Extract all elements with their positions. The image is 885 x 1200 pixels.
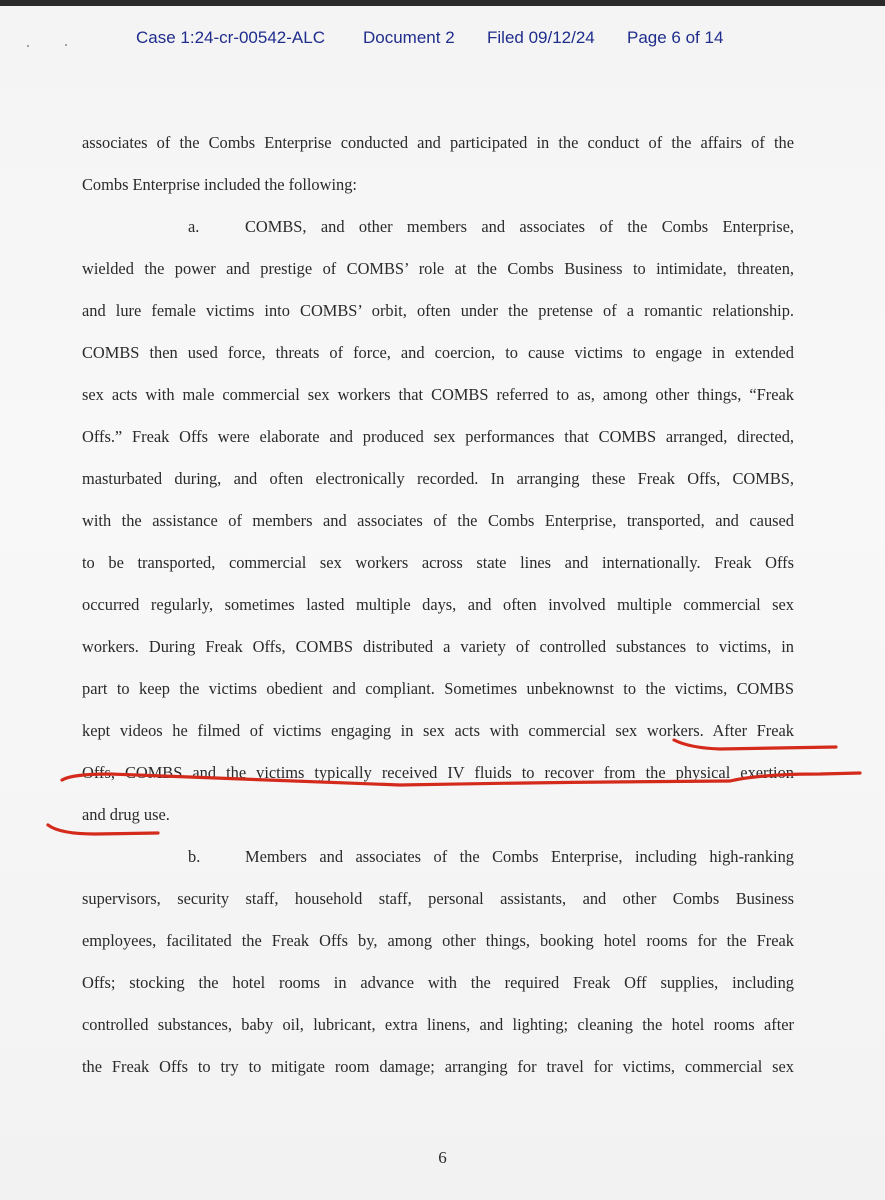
body-line: with the assistance of members and associates of the Combs Enterprise, transported, and caused (82, 511, 794, 530)
body-line: part to keep the victims obedient and compliant. Sometimes unbeknownst to the victims, COMBS (82, 679, 794, 698)
filed-date: Filed 09/12/24 (487, 28, 595, 47)
top-edge-bar (0, 0, 885, 6)
body-line: Offs.” Freak Offs were elaborate and produced sex performances that COMBS arranged, directed, (82, 427, 794, 446)
paragraph-a-first-line (82, 206, 794, 248)
body-line: COMBS, and other members and associates of the Combs Enterprise, (245, 217, 794, 236)
body-line: and drug use. (82, 805, 170, 824)
page-number: 6 (438, 1148, 447, 1167)
paragraph-marker-b: b. (188, 847, 201, 866)
case-number: Case 1:24-cr-00542-ALC (136, 28, 325, 47)
body-line: and lure female victims into COMBS’ orbit, often under the pretense of a romantic relationship. (82, 301, 794, 320)
page-count: Page 6 of 14 (627, 28, 724, 47)
body-line: the Freak Offs to try to mitigate room damage; arranging for travel for victims, commercial sex (82, 1057, 794, 1076)
body-line: Offs, COMBS and the victims typically received IV fluids to recover from the physical exertion (82, 763, 794, 782)
body-line: supervisors, security staff, household staff, personal assistants, and other Combs Business (82, 889, 794, 908)
body-line: wielded the power and prestige of COMBS’ role at the Combs Business to intimidate, threaten, (82, 259, 794, 278)
body-line: COMBS then used force, threats of force, and coercion, to cause victims to engage in extended (82, 343, 794, 362)
document-number: Document 2 (363, 28, 455, 47)
paragraph-b-first-line (82, 836, 794, 878)
body-line: masturbated during, and often electronically recorded. In arranging these Freak Offs, COMBS, (82, 469, 794, 488)
body-line: occurred regularly, sometimes lasted multiple days, and often involved multiple commercial sex (82, 595, 794, 614)
body-line: kept videos he filmed of victims engaging in sex acts with commercial sex workers. After Freak (82, 721, 794, 740)
document-body (82, 122, 794, 1088)
body-line: Members and associates of the Combs Enterprise, including high-ranking (245, 847, 794, 866)
body-line: Offs; stocking the hotel rooms in advance with the required Freak Off supplies, including (82, 973, 794, 992)
body-line: controlled substances, baby oil, lubricant, extra linens, and lighting; cleaning the hotel rooms after (82, 1015, 794, 1034)
case-header (0, 28, 885, 52)
body-line: Combs Enterprise included the following: (82, 175, 357, 194)
paragraph-marker-a: a. (188, 217, 200, 236)
body-line: to be transported, commercial sex workers across state lines and internationally. Freak Offs (82, 553, 794, 572)
body-line: associates of the Combs Enterprise conducted and participated in the conduct of the affairs of the (82, 133, 794, 152)
body-line: employees, facilitated the Freak Offs by, among other things, booking hotel rooms for the Freak (82, 931, 794, 950)
body-line: workers. During Freak Offs, COMBS distributed a variety of controlled substances to victims, in (82, 637, 794, 656)
body-line: sex acts with male commercial sex workers that COMBS referred to as, among other things, “Freak (82, 385, 794, 404)
